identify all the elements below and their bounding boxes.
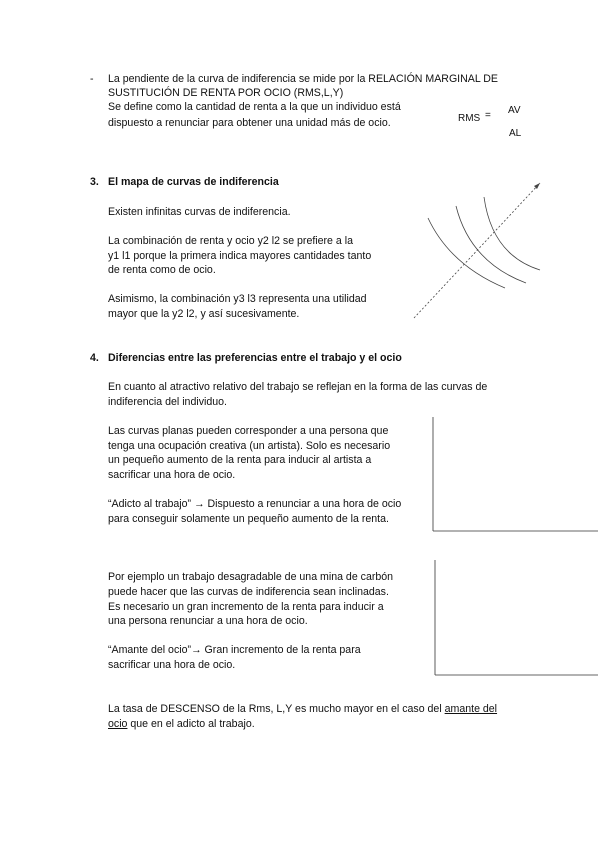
- section-4-c-l1: Por ejemplo un trabajo desagradable de una mina de carbón: [108, 571, 394, 583]
- section-3-p2-l3: de renta como de ocio.: [108, 264, 216, 276]
- formula-rms-label: RMS: [458, 113, 481, 124]
- section-3-number: 3.: [90, 176, 99, 188]
- section-4-e-text: La tasa de DESCENSO de la Rms, L,Y es mucho mayor en el caso del: [108, 703, 445, 715]
- formula-denominator: AL: [509, 128, 522, 139]
- section-4-d-l1: “Amante del ocio”→ Gran incremento de la renta para: [108, 644, 361, 656]
- intro-line-4: dispuesto a renunciar para obtener una unidad más de ocio.: [108, 117, 391, 129]
- section-4-a-l3: un pequeño aumento de la renta para inducir al artista a: [108, 454, 372, 466]
- amante-del-ocio-underline-1: amante del: [444, 703, 498, 715]
- section-3-p1: Existen infinitas curvas de indiferencia.: [108, 206, 291, 218]
- section-3-title: El mapa de curvas de indiferencia: [108, 176, 279, 188]
- section-4-c-l4: una persona renunciar a una hora de ocio.: [108, 615, 308, 627]
- intro-line-2: SUSTITUCIÓN DE RENTA POR OCIO (RMS,L,Y): [108, 87, 344, 99]
- section-4-e-text-2: que en el adicto al trabajo.: [127, 718, 255, 730]
- section-4-a-l4: sacrificar una hora de ocio.: [108, 469, 236, 481]
- bullet-dash: -: [90, 73, 94, 85]
- formula-equals: =: [485, 110, 491, 121]
- section-3-p2-l1: La combinación de renta y ocio y2 l2 se prefiere a la: [108, 235, 353, 247]
- section-4-e-l1: [108, 702, 497, 717]
- section-4-d-l2: sacrificar una hora de ocio.: [108, 659, 236, 671]
- section-4-e-l2: [108, 717, 255, 732]
- amante-del-ocio-underline-2: ocio: [108, 718, 128, 730]
- section-4-title: Diferencias entre las preferencias entre el trabajo y el ocio: [108, 352, 402, 364]
- section-4-c-l2: puede hacer que las curvas de indiferencia sean inclinadas.: [108, 586, 389, 598]
- section-3-p3-l1: Asimismo, la combinación y3 l3 representa una utilidad: [108, 293, 367, 305]
- section-4-c-l3: Es necesario un gran incremento de la renta para inducir a: [108, 601, 384, 613]
- formula-numerator: AV: [508, 105, 521, 116]
- section-4-intro-l2: indiferencia del individuo.: [108, 396, 227, 408]
- section-4-intro-l1: En cuanto al atractivo relativo del trabajo se reflejan en la forma de las curvas de: [108, 381, 488, 393]
- section-4-number: 4.: [90, 352, 99, 364]
- section-3-p2-l2: y1 l1 porque la primera indica mayores cantidades tanto: [108, 250, 372, 262]
- section-3-p3-l2: mayor que la y2 l2, y así sucesivamente.: [108, 308, 300, 320]
- intro-line-3: Se define como la cantidad de renta a la que un individuo está: [108, 101, 401, 113]
- section-4-a-l1: Las curvas planas pueden corresponder a una persona que: [108, 425, 389, 437]
- section-4-b-l2: para conseguir solamente un pequeño aumento de la renta.: [108, 513, 389, 525]
- section-4-b-l1: “Adicto al trabajo” → Dispuesto a renunciar a una hora de ocio: [108, 498, 402, 510]
- intro-line-1: La pendiente de la curva de indiferencia se mide por la RELACIÓN MARGINAL DE: [108, 73, 499, 85]
- section-4-a-l2: tenga una ocupación creativa (un artista). Solo es necesario: [108, 440, 391, 452]
